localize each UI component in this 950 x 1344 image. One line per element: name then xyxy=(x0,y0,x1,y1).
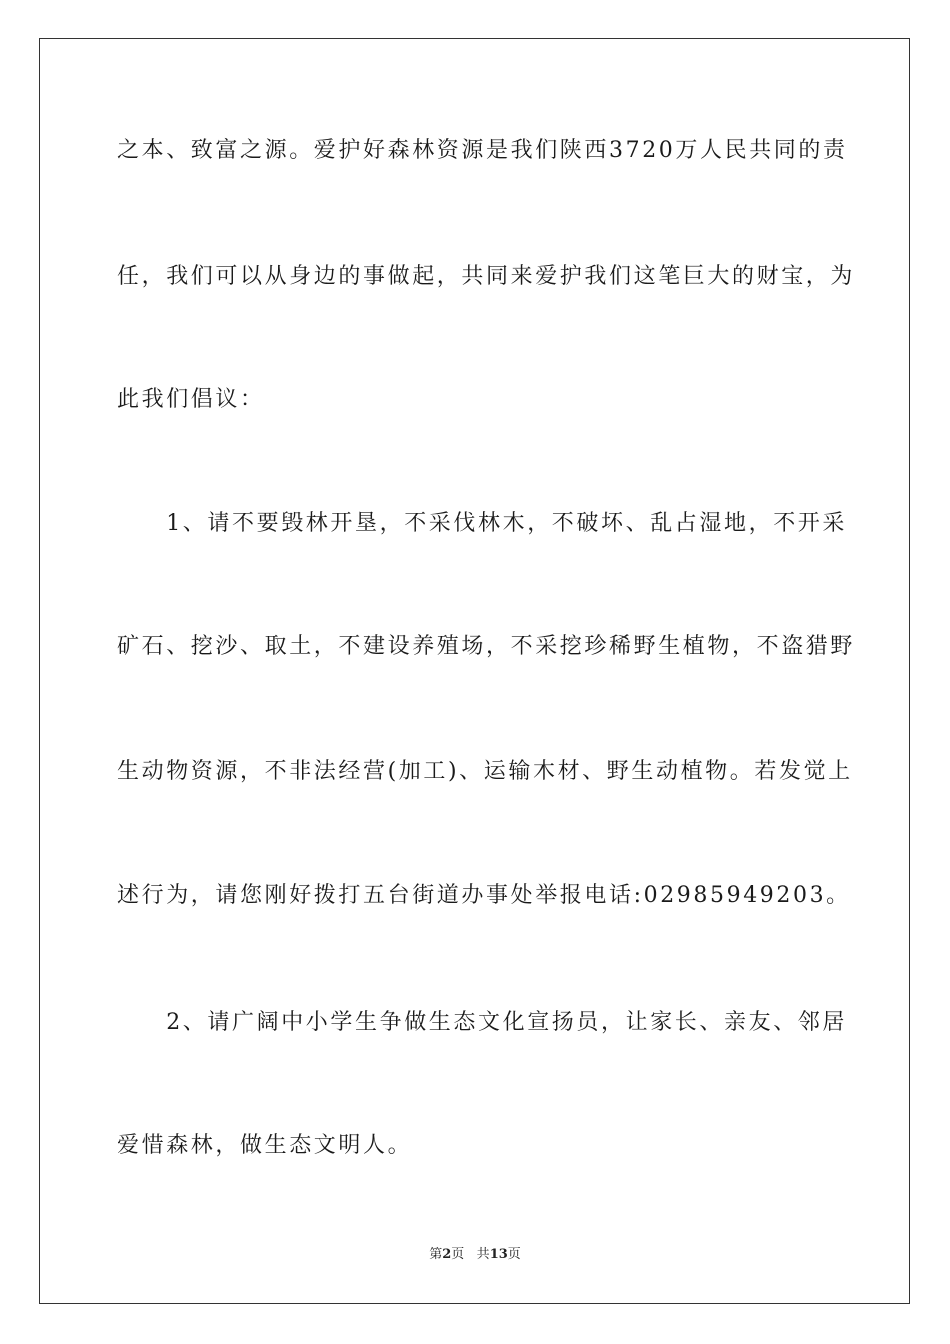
page-suffix: 页 xyxy=(451,1247,465,1262)
text-line-1: 之本、致富之源。爱护好森林资源是我们陕西3720万人民共同的责 xyxy=(117,138,848,163)
text-line-8: 2、请广阔中小学生争做生态文化宣扬员，让家长、亲友、邻居 xyxy=(117,1010,847,1035)
text-line-2: 任，我们可以从身边的事做起，共同来爱护我们这笔巨大的财宝，为 xyxy=(117,264,856,289)
text-line-5: 矿石、挖沙、取土，不建设养殖场，不采挖珍稀野生植物，不盗猎野 xyxy=(117,634,856,659)
page-number: 2 xyxy=(442,1247,452,1262)
total-pages: 13 xyxy=(489,1247,508,1262)
page-prefix: 第 xyxy=(429,1247,443,1262)
text-line-4: 1、请不要毁林开垦，不采伐林木，不破坏、乱占湿地，不开采 xyxy=(117,511,847,536)
page-border xyxy=(39,38,910,1304)
text-line-3: 此我们倡议： xyxy=(117,387,265,412)
page-footer xyxy=(0,1246,950,1264)
text-line-6: 生动物资源，不非法经营(加工)、运输木材、野生动植物。若发觉上 xyxy=(117,759,853,784)
text-line-9: 爱惜森林，做生态文明人。 xyxy=(117,1133,413,1158)
total-prefix: 共 xyxy=(476,1247,490,1262)
total-suffix: 页 xyxy=(507,1247,521,1262)
text-line-7: 述行为，请您刚好拨打五台街道办事处举报电话:02985949203。 xyxy=(117,883,851,908)
